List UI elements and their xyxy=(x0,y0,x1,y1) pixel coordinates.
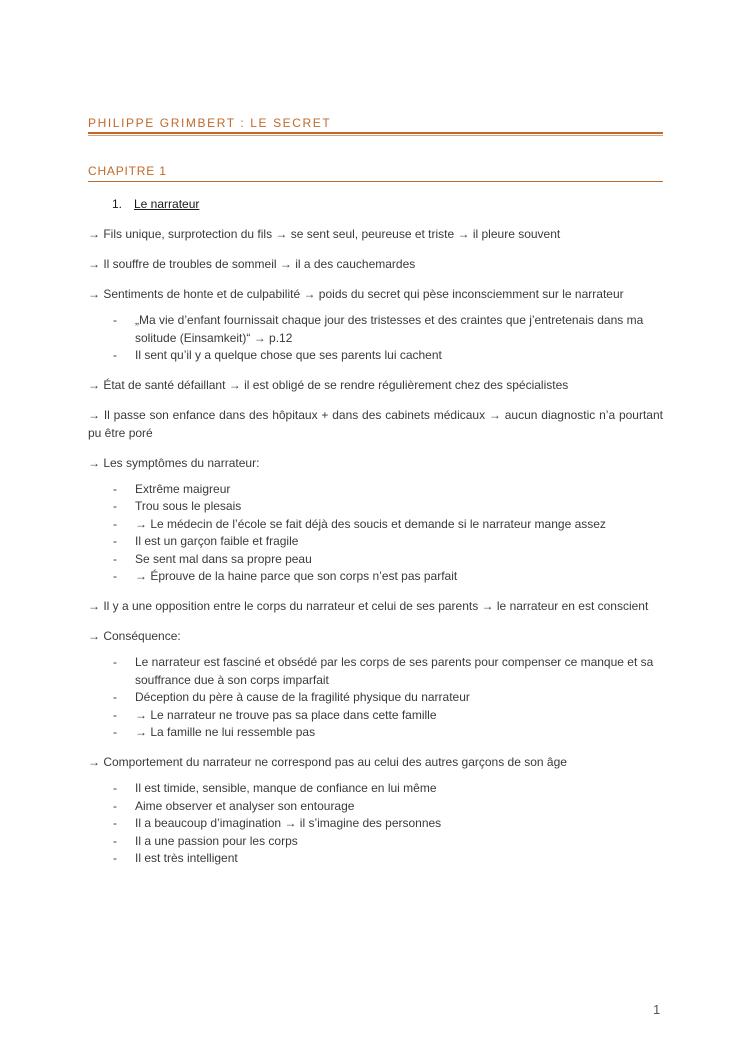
list-item: - Il a beaucoup d’imagination → il s’imagine des personnes xyxy=(88,815,663,833)
list-item: - „Ma vie d’enfant fournissait chaque jour des tristesses et des craintes que j’entretenais dans ma solitude (Einsamkeit)“ → p.12 xyxy=(88,312,663,347)
list-item: - → Le médecin de l’école se fait déjà des soucis et demande si le narrateur mange assez xyxy=(88,516,663,534)
list-item: - Le narrateur est fasciné et obsédé par les corps de ses parents pour compenser ce manque et sa souffrance due à son corps imparfait xyxy=(88,654,663,689)
paragraph: → État de santé défaillant → il est obligé de se rendre régulièrement chez des spécialistes xyxy=(88,378,569,392)
dash-list xyxy=(88,780,663,868)
list-item: - Il sent qu’il y a quelque chose que ses parents lui cachent xyxy=(88,347,663,365)
title-underline xyxy=(88,132,663,134)
list-item: - Déception du père à cause de la fragilité physique du narrateur xyxy=(88,689,663,707)
paragraph: → Il souffre de troubles de sommeil → il a des cauchemardes xyxy=(88,257,416,271)
dash-list xyxy=(88,312,663,365)
paragraph: → Les symptômes du narrateur: xyxy=(88,455,260,470)
list-item: - Trou sous le plesais xyxy=(88,498,663,516)
paragraph: → Conséquence: xyxy=(88,629,181,643)
paragraph: → Sentiments de honte et de culpabilité → poids du secret qui pèse inconsciemment sur le narrateur xyxy=(88,287,624,301)
list-item: - Il a une passion pour les corps xyxy=(88,833,663,851)
section-title: Le narrateur xyxy=(134,197,200,211)
paragraph: → Il y a une opposition entre le corps du narrateur et celui de ses parents → le narrateur en est conscient xyxy=(88,599,649,613)
list-item: - Aime observer et analyser son entourage xyxy=(88,798,663,816)
list-item: - → Le narrateur ne trouve pas sa place dans cette famille xyxy=(88,707,663,725)
section-number: 1. xyxy=(112,197,123,211)
section-heading xyxy=(112,197,199,211)
page-number: 1 xyxy=(653,1002,661,1017)
chapter-underline xyxy=(88,181,663,182)
paragraph: → Il passe son enfance dans des hôpitaux + dans des cabinets médicaux → aucun diagnostic n’a pourtant pu être poré xyxy=(88,408,663,440)
paragraph: → Comportement du narrateur ne correspond pas au celui des autres garçons de son âge xyxy=(88,755,567,769)
list-item: - → La famille ne lui ressemble pas xyxy=(88,724,663,742)
chapter-heading: CHAPITRE 1 xyxy=(88,164,167,178)
list-item: - → Éprouve de la haine parce que son corps n’est pas parfait xyxy=(88,568,663,586)
paragraph: → Fils unique, surprotection du fils → se sent seul, peureuse et triste → il pleure souvent xyxy=(88,227,561,241)
dash-list xyxy=(88,654,663,742)
list-item: - Il est un garçon faible et fragile xyxy=(88,533,663,551)
list-item: - Se sent mal dans sa propre peau xyxy=(88,551,663,569)
title-underline-secondary xyxy=(88,135,663,136)
list-item: - Extrême maigreur xyxy=(88,481,663,499)
document-title: PHILIPPE GRIMBERT : LE SECRET xyxy=(88,116,332,130)
list-item: - Il est timide, sensible, manque de confiance en lui même xyxy=(88,780,663,798)
document-body xyxy=(88,226,663,880)
dash-list xyxy=(88,481,663,586)
list-item: - Il est très intelligent xyxy=(88,850,663,868)
